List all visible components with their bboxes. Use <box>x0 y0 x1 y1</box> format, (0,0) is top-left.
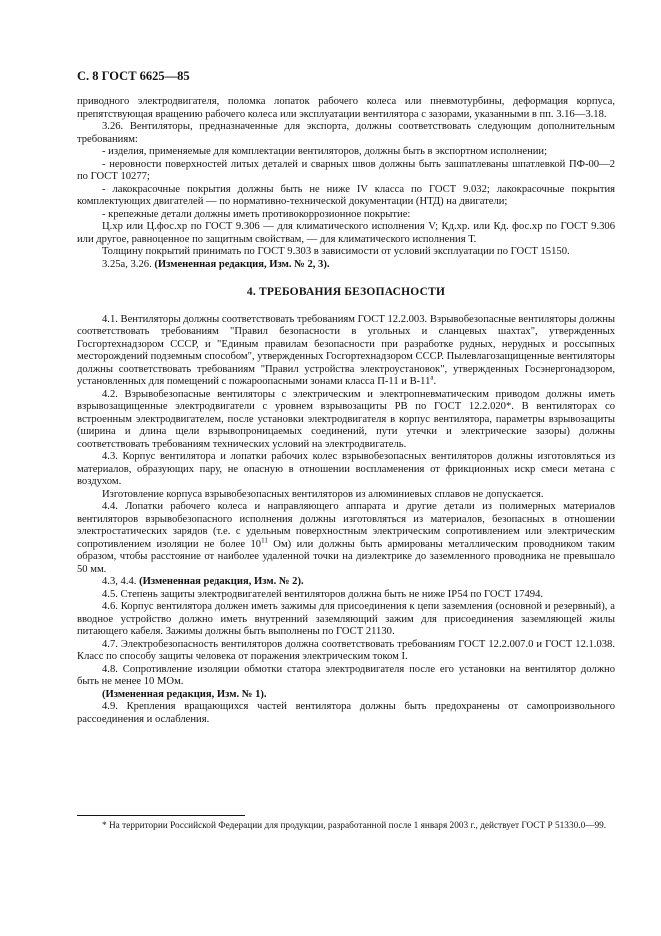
amendment-label: (Измененная редакция, Изм. № 2). <box>139 576 304 587</box>
clause-text: Ом) или должны быть армированы металлическим проводником таким образом, чтобы расстояние от наиболее удаленной точки на диэлектрике до заземленного проводника не превышало 50 мм. <box>77 538 615 575</box>
paragraph: Ц.хр или Ц.фос.хр по ГОСТ 9.306 — для климатического исполнения V; Кд.хр. или Кд. фос.хр по ГОСТ 9.306 или другое, равноценное по защитным свойствам, — для климатического исполнения Т. <box>77 221 615 245</box>
paragraph: 4.8. Сопротивление изоляции обмотки статора электродвигателя после его установки на вентилятор должно быть не менее 10 МОм. <box>77 663 615 687</box>
paragraph: приводного электродвигателя, поломка лопаток рабочего колеса или пневмотурбины, деформация корпуса, препятствующая вращению рабочего колеса или эксплуатации вентилятора с зазорами, указанными в пп. 3.16—3.18. <box>77 96 615 120</box>
paragraph: 4.5. Степень защиты электродвигателей вентиляторов должна быть не ниже IP54 по ГОСТ 17494. <box>102 588 544 600</box>
document-body <box>77 96 615 726</box>
list-item: - неровности поверхностей литых деталей и сварных швов должны быть зашпатлеваны шпатлевкой ПФ-00—2 по ГОСТ 10277; <box>77 158 615 182</box>
clause-text: 4.1. Вентиляторы должны соответствовать требованиям ГОСТ 12.2.003. Взрывобезопасные вентиляторы должны соответствовать требованиям "Правил безопасности в угольных и сланцевых шахтах", утвержденных Госгортехнадзором СССР, и "Единым правилам безопасности при разработке рудных, нерудных и россыпных месторождений подземным способом", утвержденных Госгортехнадзором СССР. Пылевлагозащищенные вентиляторы должны соответствовать требованиям "Правил устройства электроустановок", утвержденных Госэнергонадзором, установленных для помещений с пожароопасными зонами класса П-11 и В-11 <box>77 313 615 387</box>
clause-text: 4.4. Лопатки рабочего колеса и направляющего аппарата и другие детали из полимерных материалов вентиляторов взрывобезопасного исполнения должны изготовляться из материалов, безопасных в отношении электростатических зарядов (т.е. с удельным поверхностным электрическим сопротивлением или электрическим сопротивлением изоляции не более 10 <box>77 501 615 550</box>
amendment-label: (Измененная редакция, Изм. № 1). <box>102 688 267 700</box>
paragraph: 4.3. Корпус вентилятора и лопатки рабочих колес взрывобезопасных вентиляторов должны изготовляться из материалов, образующих пару, не опасную в отношении воспламенения от фрикционных искр смеси метана с воздухом. <box>77 451 615 487</box>
paragraph <box>77 501 615 576</box>
page-header: С. 8 ГОСТ 6625—85 <box>77 69 190 83</box>
clause-ref: 3.25а, 3.26. <box>102 258 155 270</box>
clause-end: . <box>433 376 437 387</box>
paragraph: 4.2. Взрывобезопасные вентиляторы с электрическим и электропневматическим приводом должны иметь взрывозащищенные электродвигатели с уровнем взрывозащиты РВ по ГОСТ 12.2.020*. В вентиляторах со встроенным электродвигателем, после установки электродвигателя в корпус вентилятора, параметры взрывозащиты (ширина и длина щели взрывопроницаемых соединений, пути утечки и электрические зазоры) должны соответствовать требованиям технических условий на электродвигатель. <box>77 388 615 450</box>
amendment-label: (Измененная редакция, Изм. № 2, 3). <box>154 258 330 270</box>
paragraph: Толщину покрытий принимать по ГОСТ 9.303 в зависимости от условий эксплуатации по ГОСТ 15150. <box>102 246 570 257</box>
superscript: а <box>430 373 434 382</box>
amendment-note <box>77 259 615 272</box>
paragraph: 4.9. Крепления вращающихся частей вентилятора должны быть предохранены от самопроизвольного рассоединения и ослабления. <box>77 701 615 725</box>
list-item: - крепежные детали должны иметь противокоррозионное покрытие: <box>102 208 411 220</box>
clause-ref: 4.3, 4.4. <box>102 576 140 587</box>
paragraph: 4.7. Электробезопасность вентиляторов должна соответствовать требованиям ГОСТ 12.2.007.0 и ГОСТ 12.1.038. Класс по способу защиты человека от поражения электрическим током I. <box>77 638 615 662</box>
paragraph: 4.6. Корпус вентилятора должен иметь зажимы для присоединения к цепи заземления (основной и резервный), а вводное устройство должно иметь внутренний заземляющий зажим для присоединения заземляющей жилы питающего кабеля. Зажимы должны быть выполнены по ГОСТ 21130. <box>77 601 615 637</box>
section-title: 4. ТРЕБОВАНИЯ БЕЗОПАСНОСТИ <box>246 286 446 298</box>
superscript: 11 <box>261 535 268 544</box>
list-item: - изделия, применяемые для комплектации вентиляторов, должны быть в экспортном исполнении; <box>102 146 548 157</box>
footnote-divider <box>77 815 245 816</box>
footnote: * На территории Российской Федерации для продукции, разработанной после 1 января 2003 г., действует ГОСТ Р 51330.0—99. <box>102 821 607 831</box>
paragraph <box>77 314 615 389</box>
paragraph: Изготовление корпуса взрывобезопасных вентиляторов из алюминиевых сплавов не допускается. <box>102 488 544 500</box>
paragraph: 3.26. Вентиляторы, предназначенные для экспорта, должны соответствовать следующим дополнительным требованиям: <box>77 121 615 145</box>
list-item: - лакокрасочные покрытия должны быть не ниже IV класса по ГОСТ 9.032; лакокрасочные покрытия комплектующих двигателей — по нормативно-технической документации (НТД) на двигатели; <box>77 183 615 207</box>
amendment-note <box>77 576 615 589</box>
